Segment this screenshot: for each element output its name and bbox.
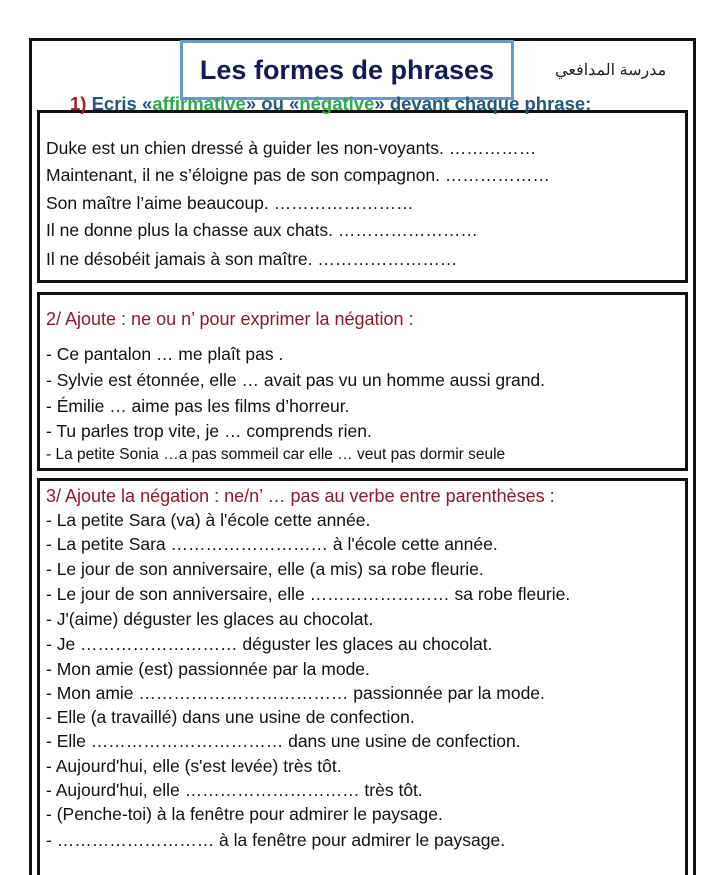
instruction-text: » ou « (245, 93, 300, 114)
exercise-line: - La petite Sonia …a pas sommeil car elle … veut pas dormir seule (46, 446, 506, 463)
exercise-line: - Elle …………………………… dans une usine de confection. (46, 731, 521, 751)
section-1-instruction (70, 93, 591, 115)
exercise-line: - Le jour de son anniversaire, elle …………………… sa robe fleurie. (46, 584, 571, 604)
exercise-line: - Sylvie est étonnée, elle … avait pas vu un homme aussi grand. (46, 370, 546, 390)
instruction-text: » devant chaque phrase: (374, 93, 592, 114)
exercise-line: Il ne désobéit jamais à son maître. …………………… (46, 249, 458, 269)
exercise-line: - Mon amie (est) passionnée par la mode. (46, 659, 370, 679)
exercise-line: - Elle (a travaillé) dans une usine de confection. (46, 707, 415, 727)
exercise-line: - Aujourd'hui, elle ………………………… très tôt. (46, 780, 423, 800)
exercise-line: - Le jour de son anniversaire, elle (a mis) sa robe fleurie. (46, 559, 484, 579)
exercise-line: - Aujourd'hui, elle (s'est levée) très tôt. (46, 756, 342, 776)
exercise-line: - Mon amie ……………………………… passionnée par la mode. (46, 683, 545, 703)
exercise-line: - Émilie … aime pas les films d’horreur. (46, 396, 350, 416)
instruction-text: Ecris « (86, 93, 153, 114)
exercise-line: Il ne donne plus la chasse aux chats. …………………… (46, 220, 478, 240)
exercise-line: Duke est un chien dressé à guider les non-voyants. …………… (46, 138, 537, 158)
section-2-header: 2/ Ajoute : ne ou n’ pour exprimer la négation : (46, 309, 414, 329)
keyword-negative: négative (299, 93, 375, 114)
school-name: مدرسة المدافعي (555, 62, 667, 79)
exercise-line: - Ce pantalon … me plaît pas . (46, 344, 284, 364)
exercise-line: Maintenant, il ne s’éloigne pas de son compagnon. ……………… (46, 165, 550, 185)
exercise-line: - La petite Sara (va) à l'école cette année. (46, 510, 371, 530)
section-number: 1) (70, 93, 87, 114)
exercise-line: - La petite Sara ……………………… à l'école cette année. (46, 534, 498, 554)
exercise-line: - Je ……………………… déguster les glaces au chocolat. (46, 634, 493, 654)
exercise-line: - (Penche-toi) à la fenêtre pour admirer le paysage. (46, 804, 443, 824)
keyword-affirmative: affirmative (152, 93, 246, 114)
exercise-line: - J'(aime) déguster les glaces au chocolat. (46, 609, 374, 629)
exercise-line: Son maître l’aime beaucoup. …………………… (46, 193, 414, 213)
exercise-line: - ……………………… à la fenêtre pour admirer le paysage. (46, 830, 506, 850)
page-title: Les formes de phrases (180, 40, 514, 100)
section-3-header: 3/ Ajoute la négation : ne/n’ … pas au verbe entre parenthèses : (46, 486, 555, 506)
exercise-line: - Tu parles trop vite, je … comprends rien. (46, 421, 372, 441)
